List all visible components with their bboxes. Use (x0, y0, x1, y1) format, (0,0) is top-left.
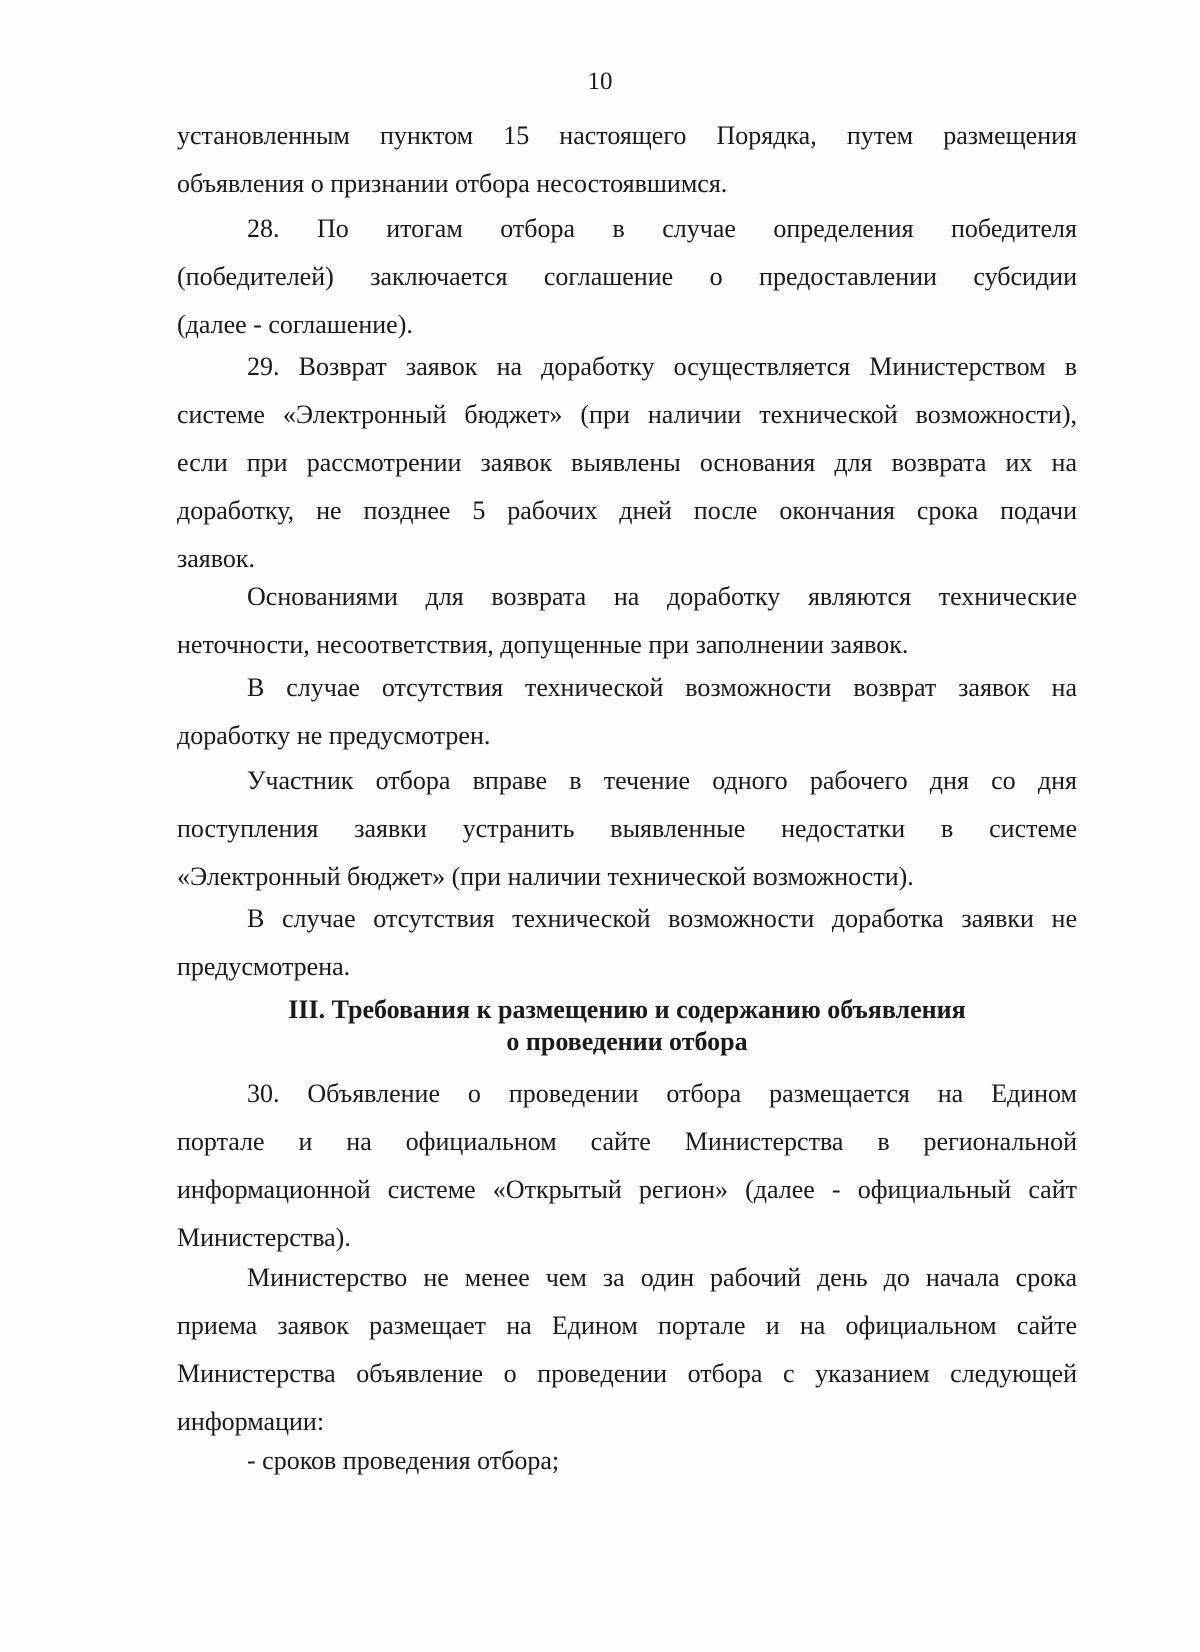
text-line: (победителей) заключается соглашение о предоставлении субсидии (177, 262, 1077, 291)
text-line: заявок. (177, 544, 255, 573)
text-line: системе «Электронный бюджет» (при наличии технической возможности), (177, 400, 1077, 429)
text-line: Министерства объявление о проведении отбора с указанием следующей (177, 1359, 1077, 1388)
section-heading-line: о проведении отбора (506, 1027, 748, 1056)
section-heading (177, 994, 1077, 1058)
text-line: объявления о признании отбора несостоявшимся. (177, 169, 728, 198)
text-line: информации: (177, 1407, 325, 1436)
text-line: 28. По итогам отбора в случае определения победителя (247, 214, 1077, 243)
text-line: В случае отсутствия технической возможности возврат заявок на (247, 673, 1077, 702)
text-line: «Электронный бюджет» (при наличии технической возможности). (177, 862, 914, 891)
text-line: портале и на официальном сайте Министерства в региональной (177, 1127, 1077, 1156)
paragraph-28 (177, 205, 1077, 349)
paragraph-29 (177, 343, 1077, 583)
paragraph-grounds (177, 573, 1077, 669)
text-line: Министерство не менее чем за один рабочий день до начала срока (247, 1263, 1077, 1292)
text-line: поступления заявки устранить выявленные недостатки в системе (177, 814, 1077, 843)
paragraph-continuation (177, 112, 1077, 208)
paragraph-participant (177, 757, 1077, 901)
text-line: установленным пунктом 15 настоящего Порядка, путем размещения (177, 121, 1077, 150)
paragraph-ministry (177, 1254, 1077, 1446)
text-line: - сроков проведения отбора; (247, 1446, 560, 1475)
text-line: доработку не предусмотрен. (177, 721, 491, 750)
text-line: В случае отсутствия технической возможности доработка заявки не (247, 904, 1077, 933)
paragraph-no-return (177, 664, 1077, 760)
text-line: доработку, не позднее 5 рабочих дней после окончания срока подачи (177, 496, 1077, 525)
page-number: 10 (587, 68, 613, 95)
paragraph-no-revision (177, 895, 1077, 991)
section-heading-line: III. Требования к размещению и содержанию объявления (288, 995, 966, 1024)
text-line: Участник отбора вправе в течение одного рабочего дня со дня (247, 766, 1077, 795)
text-line: если при рассмотрении заявок выявлены основания для возврата их на (177, 448, 1077, 477)
text-line: неточности, несоответствия, допущенные при заполнении заявок. (177, 630, 909, 659)
text-line: информационной системе «Открытый регион» (далее - официальный сайт (177, 1175, 1077, 1204)
text-line: Основаниями для возврата на доработку являются технические (247, 582, 1077, 611)
text-line: 29. Возврат заявок на доработку осуществляется Министерством в (247, 352, 1077, 381)
text-line: 30. Объявление о проведении отбора размещается на Едином (247, 1079, 1077, 1108)
text-line: предусмотрена. (177, 952, 351, 981)
list-item (177, 1437, 1077, 1485)
text-line: приема заявок размещает на Едином портале и на официальном сайте (177, 1311, 1077, 1340)
text-line: (далее - соглашение). (177, 310, 413, 339)
text-line: Министерства). (177, 1223, 351, 1252)
paragraph-30 (177, 1070, 1077, 1262)
